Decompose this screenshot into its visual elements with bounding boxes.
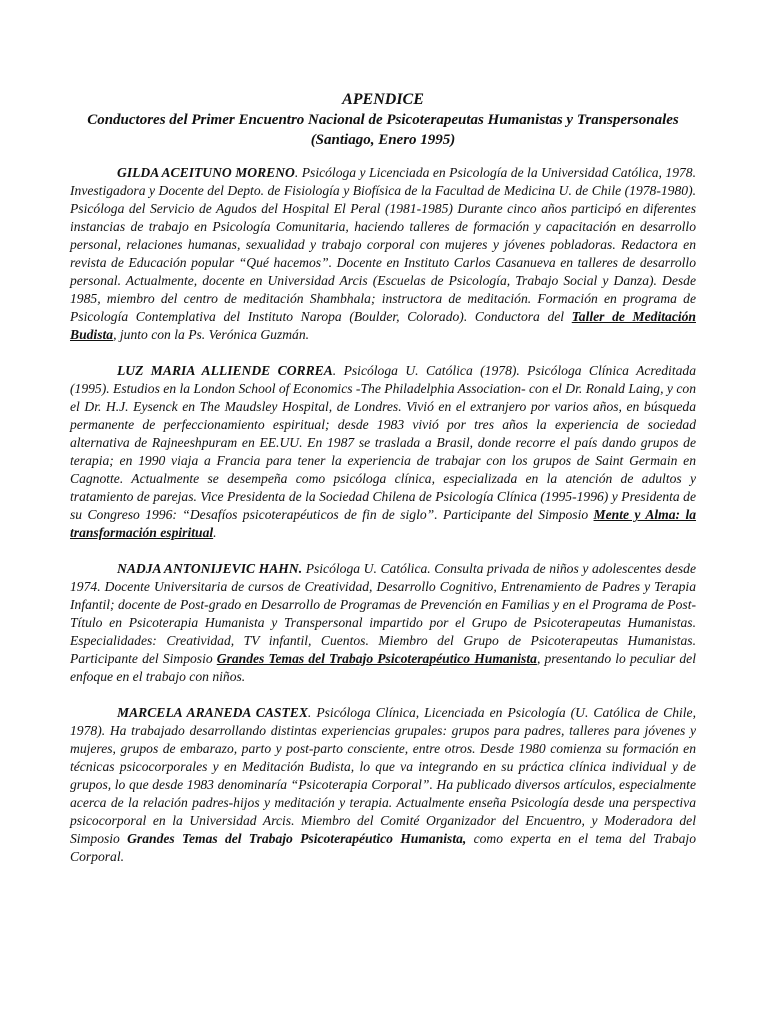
entry-text: . Psicóloga y Licenciada en Psicología de la Universidad Católica, 1978. Investigadora y Docente del Depto. de Fisiología y Biofísica de la Facultad de Medicina U. de Chile (1978-1980). Psicóloga del Servicio de Agudos del Hospital El Peral (1981-1985) Durante cinco años participó en diferentes instancias de trabajo en Psicología Comunitaria, haciendo talleres de formación y capacitación en desarrollo personal, relaciones humanas, sexualidad y trabajo corporal con mujeres y jóvenes pobladoras. Redactora en revista de Educación popular “Qué hacemos”. Docente en Instituto Carlos Casanueva en talleres de desarrollo personal. Actualmente, docente en Universidad Arcis (Escuelas de Psicología, Trabajo Social y Danza). Desde 1985, miembro del centro de meditación Shambhala; instructora de meditación. Formación en programa de Psicología Contemplativa del Instituto Naropa (Boulder, Colorado). Conductora del — [70, 165, 696, 324]
entry-text: . Psicóloga Clínica, Licenciada en Psicología (U. Católica de Chile, 1978). Ha trabajado desarrollando distintas experiencias grupales: grupos para padres, talleres para jóvenes y mujeres, grupos de embarazo, parto y post-parto consciente, entre otros. Desde 1980 comienza su formación en técnicas psicocorporales y en Meditación Budista, lo que va integrando en su práctica clínica individual y de grupos, lo que desde 1983 denominaría “Psicoterapia Corporal”. Ha publicado diversos artículos, especialmente acerca de la relación padres-hijos y meditación y terapia. Actualmente enseña Psicología desde una perspectiva psicocorporal en la Universidad Arcis. Miembro del Comité Organizador del Encuentro, y Moderadora del Simposio — [70, 705, 696, 846]
entry-highlight: Taller de Meditación Budista — [70, 309, 696, 342]
entry-highlight: Grandes Temas del Trabajo Psicoterapéutico Humanista — [216, 651, 537, 666]
entry-highlight: Mente y Alma: la transformación espiritual — [70, 507, 697, 540]
document-header — [70, 90, 696, 150]
document-title: APENDICE — [342, 91, 424, 108]
entry-tail: como experta en el tema del Trabajo Corporal. — [70, 831, 697, 864]
entry-tail: , junto con la Ps. Verónica Guzmán. — [113, 327, 310, 342]
entry-name: GILDA ACEITUNO MORENO — [117, 165, 295, 180]
entry-paragraph-antonijevic — [70, 560, 696, 686]
entry-tail: . — [213, 525, 217, 540]
entry-tail: , presentando lo peculiar del enfoque en el trabajo con niños. — [70, 651, 696, 684]
entry-paragraph-aceituno — [70, 164, 696, 344]
entry-highlight: Grandes Temas del Trabajo Psicoterapéutico Humanista, — [127, 831, 467, 846]
entry-text: . Psicóloga U. Católica (1978). Psicóloga Clínica Acreditada (1995). Estudios en la London School of Economics -The Philadelphia Association- con el Dr. Ronald Laing, y con el Dr. H.J. Eysenck en The Maudsley Hospital, de Londres. Vivió en el extranjero por varios años, en búsqueda permanente de perfeccionamiento espiritual; desde 1983 vivió por tres años la experiencia de sociedad alternativa de Rajneeshpuram en EE.UU. En 1987 se traslada a Brasil, donde recorre el país dando grupos de terapia; en 1990 viaja a Francia para tener la experiencia de trabajar con los grupos de Saint Germain en Cagnotte. Actualmente se desempeña como psicóloga clínica, especializada en la atención de adultos y tratamiento de parejas. Vice Presidenta de la Sociedad Chilena de Psicología Clínica (1995-1996) y Presidenta de su Congreso 1996: “Desafíos psicoterapéuticos de fin de siglo”. Participante del Simposio — [70, 363, 696, 522]
document-subtitle: Conductores del Primer Encuentro Nacional de Psicoterapeutas Humanistas y Transpersonales (Santiago, Enero 1995) — [87, 112, 679, 148]
entry-paragraph-araneda — [70, 704, 696, 866]
entry-text: Psicóloga U. Católica. Consulta privada de niños y adolescentes desde 1974. Docente Universitaria de cursos de Creatividad, Desarrollo Cognitivo, Entrenamiento de Padres y Terapia Infantil; docente de Post-grado en Desarrollo de Programas de Prevención en Familias y en el Programa de Post-Título en Psicoterapia Humanista y Transpersonal impartido por el Grupo de Psicoterapeutas Humanistas. Especialidades: Creatividad, TV infantil, Cuentos. Miembro del Grupo de Psicoterapeutas Humanistas. Participante del Simposio — [70, 561, 696, 666]
entry-name: NADJA ANTONIJEVIC HAHN. — [117, 561, 303, 576]
entry-name: MARCELA ARANEDA CASTEX — [117, 705, 308, 720]
document-page — [70, 90, 696, 866]
entry-paragraph-alliende — [70, 362, 696, 542]
entry-name: LUZ MARIA ALLIENDE CORREA — [117, 363, 333, 378]
